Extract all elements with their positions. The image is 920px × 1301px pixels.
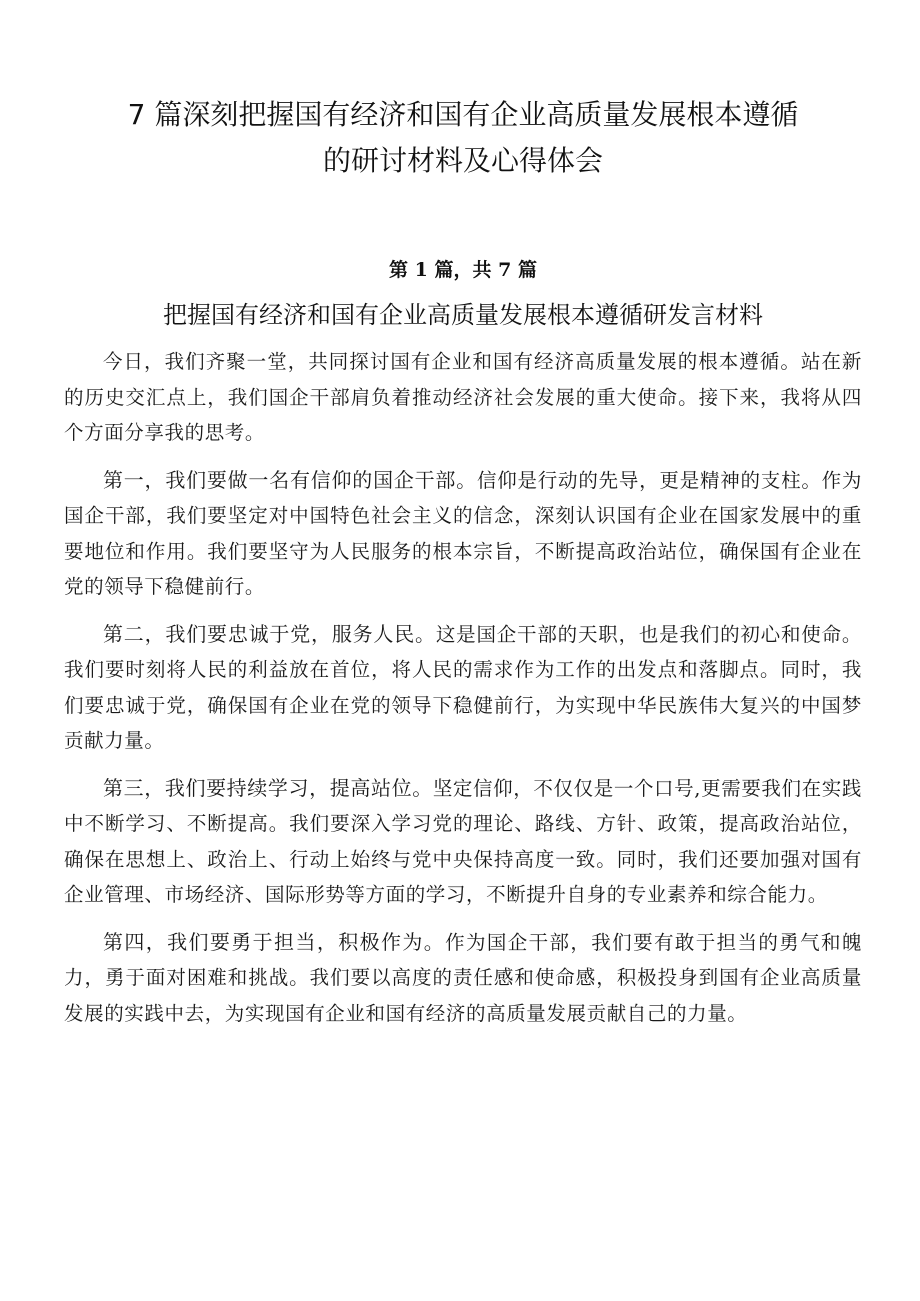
paragraph-point-2	[64, 617, 862, 759]
paragraph-lead: 第三，我们要持续学习，提高站位。	[103, 775, 433, 800]
document-title	[64, 92, 862, 184]
paragraph-intro	[64, 344, 862, 451]
part-title: 把握国有经济和国有企业高质量发展根本遵循研发言材料	[163, 301, 763, 329]
document-title-line-1: 7 篇深刻把握国有经济和国有企业高质量发展根本遵循	[127, 98, 799, 131]
paragraph-text: 今日，我们齐聚一堂，共同探讨国有企业和国有经济高质量发展的根本遵循。站在新的历史交汇点上，我们国企干部肩负着推动经济社会发展的重大使命。接下来，我将从四个方面分享我的思考。	[64, 350, 862, 444]
paragraph-text: 作为国企干部，我们要有敢于担当的勇气和魄力，勇于面对困难和挑战。我们要以高度的责任感和使命感，积极投身到国有企业高质量发展的实践中去，为实现国有企业和国有经济的高质量发展贡献自己的力量。	[64, 930, 862, 1025]
paragraph-lead: 第四，我们要勇于担当，积极作为。	[103, 929, 446, 954]
paragraph-point-1	[64, 463, 862, 605]
paragraph-point-3	[64, 771, 862, 913]
part-label: 第 1 篇，共 7 篇	[389, 259, 537, 281]
document-body	[64, 344, 862, 1031]
paragraph-text: 信仰是行动的先导，更是精神的支柱。作为国企干部，我们要坚定对中国特色社会主义的信念，深刻认识国有企业在国家发展中的重要地位和作用。我们要坚守为人民服务的根本宗旨，不断提高政治站位，确保国有企业在党的领导下稳健前行。	[64, 468, 862, 598]
paragraph-lead: 第一，我们要做一名有信仰的国企干部。	[103, 467, 477, 492]
paragraph-point-4	[64, 925, 862, 1032]
document-title-line-2: 的研讨材料及心得体会	[322, 144, 603, 177]
paragraph-text: 坚定信仰，不仅仅是一个口号,更需要我们在实践中不断学习、不断提高。我们要深入学习党的理论、路线、方针、政策，提高政治站位，确保在思想上、政治上、行动上始终与党中央保持高度一致。同时，我们还要加强对国有企业管理、市场经济、国际形势等方面的学习，不断提升自身的专业素养和综合能力。	[64, 776, 862, 906]
paragraph-text: 这是国企干部的天职，也是我们的初心和使命。我们要时刻将人民的利益放在首位，将人民的需求作为工作的出发点和落脚点。同时，我们要忠诚于党，确保国有企业在党的领导下稳健前行，为实现中华民族伟大复兴的中国梦贡献力量。	[64, 622, 862, 752]
paragraph-lead: 第二，我们要忠诚于党，服务人民。	[103, 621, 436, 646]
